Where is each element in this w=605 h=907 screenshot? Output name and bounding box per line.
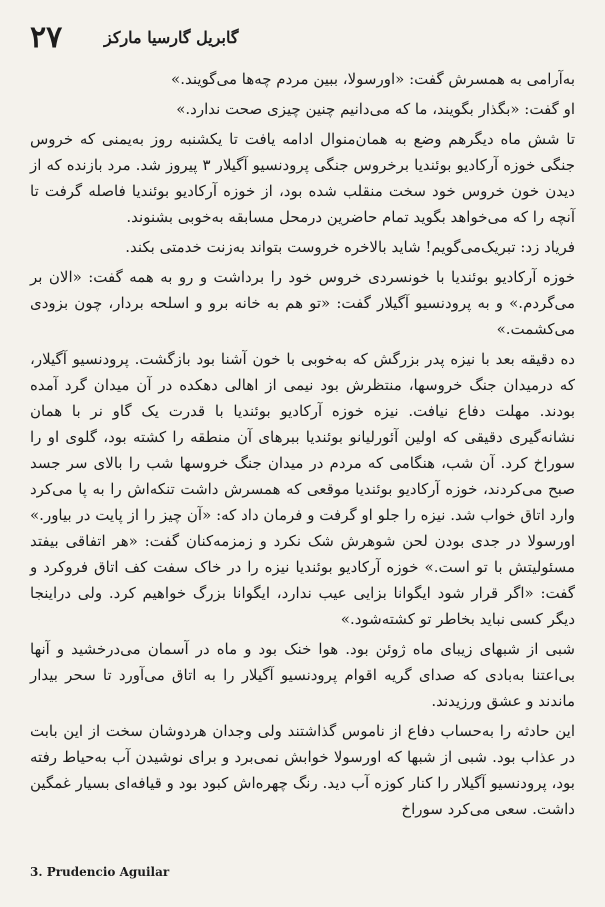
paragraph: تا شش ماه دیگرهم وضع به همان‌منوال ادامه یافت تا یکشنبه روز به‌یمنی که خروس جنگی خوزه آرکادیو بوئندیا برخروس جنگی پرودنسیو آگیلار ۳ پیروز شد. مرد بازنده که از دیدن خون خروس خود سخت منقلب شده بود، از خوزه آرکادیو بوئندیا فاصله گرفت تا آنچه را که می‌خواهد بگوید تمام حاضرین درمحل مسابقه به‌خوبی بشنوند. [30, 130, 575, 226]
paragraph: این حادثه را به‌حساب دفاع از ناموس گذاشتند ولی وجدان هردوشان سخت از این بابت در عذاب بود. شبی از شبها که اورسولا خوابش نمی‌برد و برای نوشیدن آب به‌حیاط رفته بود، پرودنسیو آگیلار را کنار کوزه آب دید. رنگ چهره‌اش کبود بود و قیافه‌ای بسیار غمگین داشت. سعی می‌کرد سوراخ [30, 722, 575, 818]
paragraph: ده دقیقه بعد با نیزه پدر بزرگش که به‌خوبی با خون آشنا بود بازگشت. پرودنسیو آگیلار، که درمیدان جنگ خروسها، منتظرش بود نیمی از اهالی دهکده در آن میدان گرد آمده بودند. مهلت دفاع نیافت. نیزه خوزه آرکادیو بوئندیا با قدرت یک گاو نر با همان نشانه‌گیری دقیقی که اولین آئورلیانو بوئندیا ببرهای آن منطقه را کشته بود، گلوی او را سوراخ کرد. آن شب، هنگامی که مردم در میدان جنگ خروسها شب را بالای سر جسد صبح می‌کردند، خوزه آرکادیو بوئندیا موقعی که همسرش داشت تنکه‌اش را به پا می‌کرد وارد اتاق خواب شد. نیزه را جلو او گرفت و فرمان داد که: «آن چیز را از پایت در بیاور.» اورسولا در جدی بودن لحن شوهرش شک نکرد و زمزمه‌کنان گفت: «هر اتفاقی بیفتد مسئولیتش با تو است.» خوزه آرکادیو بوئندیا نیزه را در خاک سفت کف اتاق فروکرد و گفت: «اگر قرار شود ایگوانا بزایی عیب ندارد، ایگوانا بزرگ خواهیم کرد. ولی دراینجا دیگر کسی نباید بخاطر تو کشته‌شود.» [30, 350, 575, 628]
paragraph: شبی از شبهای زیبای ماه ژوئن بود. هوا خنک بود و ماه در آسمان می‌درخشید و آنها بی‌اعتنا به‌بادی که صدای گریه اقوام پرودنسیو آگیلار را به اتاق می‌آورد تا سحر بیدار ماندند و عشق ورزیدند. [30, 640, 575, 710]
running-title: گابریل گارسیا مارکز [104, 28, 239, 47]
page-header [30, 18, 575, 58]
page-number: ۲۷ [30, 20, 63, 55]
paragraph: خوزه آرکادیو بوئندیا با خونسردی خروس خود را برداشت و رو به همه گفت: «الان بر می‌گردم.» و به پرودنسیو آگیلار گفت: «تو هم به خانه برو و اسلحه بردار، چون بزودی می‌کشمت.» [30, 268, 575, 338]
paragraph: او گفت: «بگذار بگویند، ما که می‌دانیم چنین چیزی صحت ندارد.» [176, 100, 575, 118]
footnote: 3. Prudencio Aguilar [30, 865, 170, 879]
body-text [30, 66, 575, 847]
paragraph: به‌آرامی به همسرش گفت: «اورسولا، ببین مردم چه‌ها می‌گویند.» [171, 70, 575, 88]
paragraph: فریاد زد: تبریک‌می‌گویم! شاید بالاخره خروست بتواند به‌زنت خدمتی بکند. [125, 238, 575, 256]
